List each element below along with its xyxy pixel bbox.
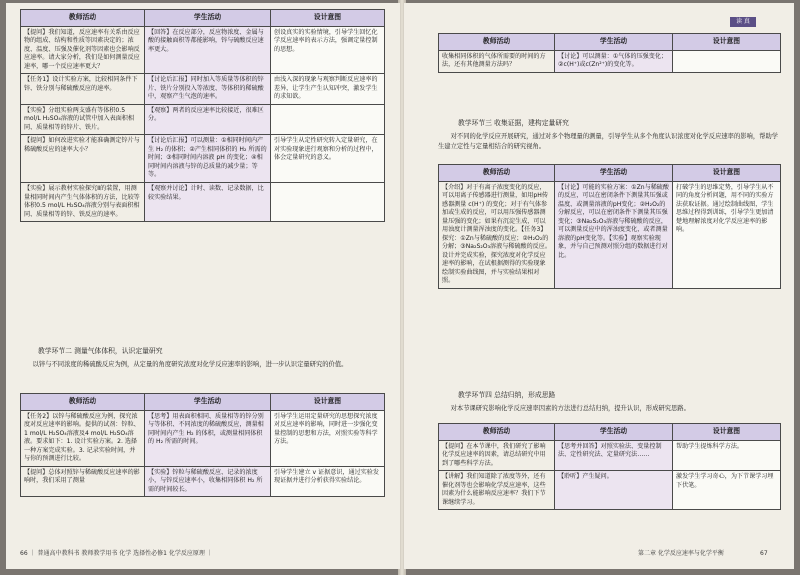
table-row <box>21 104 385 135</box>
header-student-activity: 学生活动 <box>555 34 673 51</box>
design-intent-cell: 由浅入深的现象与观察判断反应速率的差异，让学生产生认知冲突，激发学生的求知欲。 <box>271 74 385 105</box>
right-section-heading: 教学环节三 收集证据，建构定量研究 <box>458 119 569 127</box>
left-section-paragraph: 以锌与不同浓度的稀硫酸反应为例，从定量的角度研究浓度对化学反应速率的影响，进一步认识定量研究的价值。 <box>32 361 348 368</box>
right-activity-table-2 <box>438 164 781 289</box>
right-page-footer-section: 第二章 化学反应速率与化学平衡 <box>638 550 724 557</box>
header-design-intent: 设计意图 <box>673 165 781 182</box>
right-section-paragraph-2: 对本节课研究影响化学反应速率因素的方法进行总结归纳，提升认识，形成研究思路。 <box>450 405 690 412</box>
right-section-paragraph: 对不同的化学反应开展研究，通过对多个物理量的测量，引导学生从多个角度认识浓度对化学反应速率的影响，帮助学生建立定性与定量相结合的研究视角。 <box>438 133 779 150</box>
teacher-activity-cell: 【讲解】我们知道除了浓度等外，还有催化剂等也会影响化学反应速率，这些因素为什么能影响反应速率？我们下节课继续学习。 <box>439 471 555 510</box>
header-teacher-activity: 教师活动 <box>439 34 555 51</box>
header-teacher-activity: 教师活动 <box>21 394 145 411</box>
table-row <box>439 440 781 471</box>
teacher-activity-cell: 【任务2】以锌与稀硫酸反应为例，探究浓度对反应速率的影响。提供的试剂：锌粒、1 mol/L H₂SO₄溶液及4 mol/L H₂SO₄溶液。要求如下：1. 设计实验方案。2. 选择一种方案完成实验。3. 记录实验时间，并与你的预测进行比较。 <box>21 410 145 466</box>
header-teacher-activity: 教师活动 <box>21 10 145 27</box>
student-activity-cell: 【观察】两者的反应速率比较接近，很难区分。 <box>145 104 271 135</box>
right-section-heading-2: 教学环节四 总结归纳，形成思路 <box>458 391 556 399</box>
teacher-activity-cell: 【任务1】设计实验方案，比较相同条件下锌、铁分别与稀硫酸反应的速率。 <box>21 74 145 105</box>
left-page <box>6 3 400 569</box>
teacher-activity-cell: 【提问】我们知道，反应速率有关系由反应物的组成、结构和性质等因素决定的；浓度、温度、压强及催化剂等因素也会影响反应速率。请大家分析，我们是如何测量反应速率，哪一个反应速率更大？ <box>21 26 145 74</box>
design-intent-cell: 激发学生学习奇心，为下节课学习埋下伏笔。 <box>673 471 781 510</box>
header-design-intent: 设计意图 <box>673 424 781 441</box>
table-row <box>21 26 385 74</box>
teacher-activity-cell: 【实验】展示教材实验探究Ⅱ的装置，用测量相同时间内产生气体体积的方法，比较等体积0.5 mol/L H₂SO₄溶液分别与表面积相同、质量相等的锌、铁反应的速率。 <box>21 183 145 222</box>
left-activity-table-2 <box>20 393 385 497</box>
student-activity-cell: 【讨论】可能的实验方案：①Zn与稀硫酸的反应，可以在密闭条件下测量其压强或温度、或测量溶液的pH变化；②H₂O₂的分解反应，可以在密闭条件下测量其压强变化；③Na₂S₂O₃溶液与稀硫酸的反应，可以测量反应中的浑浊度变化，或者测量溶液的pH变化等。【实验】观察实验现象，并与自己预测对照分组的数据进行对比。 <box>555 181 673 288</box>
design-intent-cell <box>271 104 385 135</box>
left-section-heading: 教学环节二 测量气体体积，认识定量研究 <box>38 347 163 355</box>
header-design-intent: 设计意图 <box>271 394 385 411</box>
student-activity-cell: 【观察并讨论】计时、读数、记录数据，比较实验结果。 <box>145 183 271 222</box>
right-header-tab: 读 真 <box>730 17 756 27</box>
teacher-activity-cell: 【提问】如何改进实验才能准确测定锌片与稀硫酸反应的速率大小？ <box>21 135 145 183</box>
design-intent-cell: 打破学生的思维定势，引导学生从不同的角度分析问题，用不同的实验方法获取证据。通过绘制曲线图，学生思维过程得到训练，引导学生更加清楚地理解浓度对化学反应速率的影响。 <box>673 181 781 288</box>
teacher-activity-cell: 【实验】分组实验两支盛有等体积0.5 mol/L H₂SO₄溶液的试管中加入表面积相同、质量相等的锌片、铁片。 <box>21 104 145 135</box>
table-row <box>21 135 385 183</box>
teacher-activity-cell: 【提问】总体对照锌与稀硫酸反应速率的影响时，我们采用了测量 <box>21 466 145 497</box>
student-activity-cell: 【讨论后汇报】同时加入等质量等体积的锌片、铁片分别投入等浓度、等体积的稀硫酸中，观察产生气泡的速率。 <box>145 74 271 105</box>
right-activity-table-3 <box>438 423 781 510</box>
design-intent-cell: 帮助学生提炼科学方法。 <box>673 440 781 471</box>
left-activity-table-1 <box>20 9 385 222</box>
design-intent-cell: 创设真实的实验情境，引导学生回忆化学反应速率的表示方法，强调定量控制的思想。 <box>271 26 385 74</box>
header-student-activity: 学生活动 <box>555 424 673 441</box>
student-activity-cell: 【讨论后汇报】可以测量：①相同时间内产生 H₂ 的体积；②产生相同体积的 H₂ 所需的时间；③相同时间内溶液 pH 的变化；④相同时间内溶液与锌的总质量的减少量；等等。 <box>145 135 271 183</box>
table-row <box>21 466 385 497</box>
design-intent-cell: 引导学生建立 v 证据意识，通过实验发现证据并进行分析获得实验结论。 <box>271 466 385 497</box>
header-student-activity: 学生活动 <box>555 165 673 182</box>
teacher-activity-cell: 【提问】在本节课中，我们研究了影响化学反应速率的因素，请总结研究中用到了哪些科学方法。 <box>439 440 555 471</box>
student-activity-cell: 【思考】用表面积相同、质量相等的锌分别与等体积、不同浓度的稀硫酸反应，测量相同时间内产生 H₂ 的体积，或测量相同体积的 H₂ 所需的时间。 <box>145 410 271 466</box>
design-intent-cell <box>673 50 781 72</box>
table-row <box>439 50 781 72</box>
header-design-intent: 设计意图 <box>673 34 781 51</box>
teacher-activity-cell: 收集相同体积的气体所需要的时间的方法，还有其他测量方法吗？ <box>439 50 555 72</box>
student-activity-cell: 【回答】在反应部分，反应物浓度、金属与酸的接触面积等都能影响，锌与硫酸反应速率更大。 <box>145 26 271 74</box>
header-teacher-activity: 教师活动 <box>439 424 555 441</box>
header-student-activity: 学生活动 <box>145 394 271 411</box>
design-intent-cell: 引导学生运用定量研究的思想探究浓度对反应速率的影响，同时进一步强化变量控制的思想和方法，对照实验等科学方法。 <box>271 410 385 466</box>
student-activity-cell: 【讨论】可以测量：①气体的压强变化；②c(H⁺)或c(Zn²⁺)的变化等。 <box>555 50 673 72</box>
table-row <box>439 181 781 288</box>
right-activity-table-1 <box>438 33 781 73</box>
table-row <box>21 410 385 466</box>
header-design-intent: 设计意图 <box>271 10 385 27</box>
student-activity-cell: 【聆听】产生疑问。 <box>555 471 673 510</box>
student-activity-cell: 【实验】锌粒与稀硫酸反应、记录的浓度小，与锌反应速率小，收集相同体积 H₂ 所需的时间较长。 <box>145 466 271 497</box>
design-intent-cell: 引导学生从定性研究转入定量研究，在对实验现象进行观察和分析的过程中，体会定量研究的意义。 <box>271 135 385 183</box>
design-intent-cell <box>271 183 385 222</box>
teacher-activity-cell: 【介绍】对于有离子浓度变化的反应，可以用离子传感器进行测量，如用pH传感器测量 c(H⁺) 的变化；对于有气体参加或生成的反应，可以用压强传感器测量压强的变化；如果有沉淀生成，可以用浊度计测量浑浊度的变化。【任务3】探究：①Zn与稀硫酸的反应；②H₂O₂的分解；③Na₂S₂O₃溶液与稀硫酸的反应。设计并完成实验，探究浓度对化学反应速率的影响，在试根据测得的实验现象绘制实验曲线图，并与实验结果相对照。 <box>439 181 555 288</box>
table-row <box>439 471 781 510</box>
table-row <box>21 183 385 222</box>
right-page <box>404 3 794 569</box>
table-row <box>21 74 385 105</box>
left-page-footer: 66 ｜ 普通高中教科书 教师教学用书 化学 选择性必修1 化学反应原理 ｜ <box>20 550 213 557</box>
header-student-activity: 学生活动 <box>145 10 271 27</box>
header-teacher-activity: 教师活动 <box>439 165 555 182</box>
student-activity-cell: 【思考并回答】对照实验法、变量控制法、定性研究法、定量研究法…… <box>555 440 673 471</box>
right-page-number: 67 <box>760 550 768 557</box>
